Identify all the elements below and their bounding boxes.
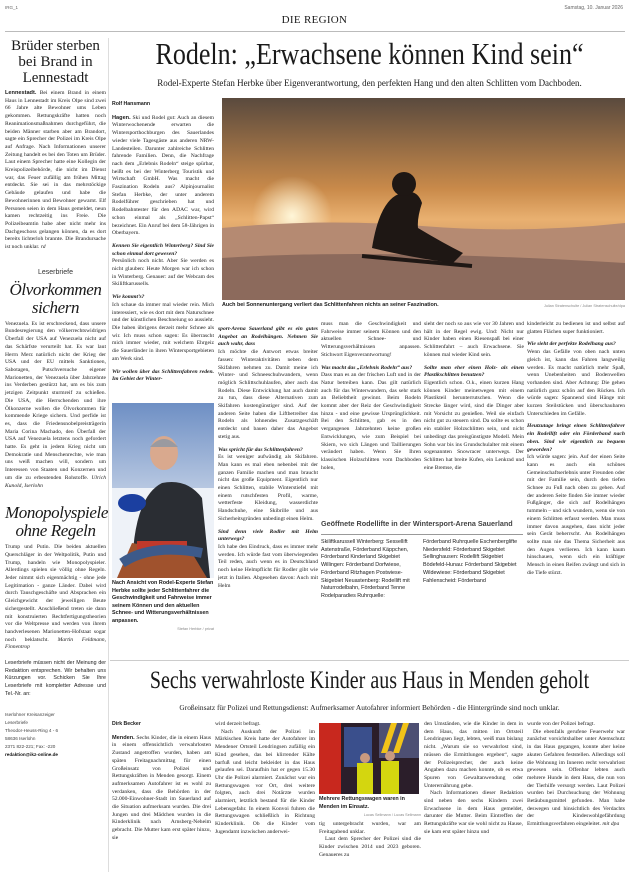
author-signature: rd <box>39 244 46 251</box>
dateline: Lennestadt. <box>5 90 37 96</box>
paragraph-text: wurde von der Polizei befragt. <box>527 721 595 727</box>
paragraph <box>527 721 625 729</box>
rodeln-col-1 <box>112 101 214 401</box>
paragraph-text: Sollte man eher einen Holz- als einen Plastikschlitten benutzen? <box>424 364 524 379</box>
paragraph-text: tig untergebracht wurden, war am Freitagabend unklar. <box>319 821 421 835</box>
address-line: Theodor-Heuss-Ring 4 - 6 <box>5 727 59 733</box>
paragraph <box>424 321 524 360</box>
page-id: IRG_1 <box>5 5 19 10</box>
paragraph <box>112 258 214 289</box>
menden-col-1 <box>112 721 211 872</box>
paragraph <box>112 115 214 238</box>
author-signature: mit dpa <box>600 821 620 828</box>
address-line: 2371 822-221; Fax: -220 <box>5 743 56 749</box>
menden-col-4 <box>424 721 523 872</box>
portrait-photo <box>112 403 214 578</box>
paragraph-text: Dass man es an der frischen Luft und in der Natur betreiben kann. Das gilt natürlich auch für das Winterwandern, das sehr stark an Beliebtheit gewinnt. Beim Rodeln kommt aber der Reiz der Geschwindigkeit hinzu - und eine gewisse Ursprünglichkeit. Bei den Schlitten, gab es in den vergangenen Jahrzehnten keine großen Entwicklungen, wie zum Beispiel bei Skiern, wo sich Längen und Taillierungen verändert haben. Wenn Sie Ihren klassischen Holzschlitten vom Dachboden holen, <box>321 372 421 471</box>
paragraph-text: Rolf Hansmann <box>112 101 151 107</box>
portrait-caption-block <box>112 580 214 631</box>
paragraph-text: Wie kommt’s? <box>112 294 145 301</box>
rodeln-col-4 <box>424 321 524 513</box>
letter2-headline: Monopolyspiele ohne Regeln <box>5 503 108 541</box>
address-line: Leserbriefe <box>5 719 28 725</box>
paragraph-text: Wenn das Gefälle von oben nach unten gleich ist, kann das Fahren langweilig werden. Es macht natürlich mehr Spaß, wenn Unebenheiten und Bodenwellen vorhanden sind. Aber Achtung: Die gehen natürlich ganz schön auf den Rücken. Ich würde sagen: Spannend sind Hänge mit kurzen Steilstücken und überschaubaren Unterschieden im Gefälle. <box>527 349 625 417</box>
dateline: Menden. <box>112 734 135 741</box>
paragraph <box>218 454 318 523</box>
issue-date: Samstag, 10. Januar 2026 <box>564 5 623 11</box>
menden-col-5 <box>527 721 625 872</box>
paragraph-text: Ich habe den Eindruck, dass es immer mehr werden. Ich würde fast vom überwiegenden Teil reden, auch wenn es in Deutschland noch keine Helmpflicht für Rodler gibt wie jetzt in Italien. Abgesehen davon: Auch mit Helm <box>218 543 318 589</box>
menden-col-3 <box>319 821 421 860</box>
interview-question <box>112 243 214 258</box>
menden-lower-block <box>319 796 421 860</box>
paragraph <box>424 721 523 790</box>
paragraph-text: wird derzeit befragt. <box>215 721 261 727</box>
author-signature: Ulrich Kunold, Iserlohn <box>5 474 106 489</box>
interview-question <box>218 326 318 349</box>
paragraph <box>218 349 318 441</box>
paragraph-text: Trump und Putin. Die beiden aktuellen Querschläger in der Weltpolitik, Putin und Trump, handeln wie Monopolyspieler. Allerdings spielen sie völlig ohne Regeln. Jeder nimmt sich eigenmächtig - ohne jede Legitimation - ganze Länder. Dabei wird durch Tauschgeschäfte und Absprachen ein Gleichgewicht der jeweiligen Beute sichergestellt. Anschließend treten sie dann mit konstruierten Rechtfertigungstheorien vor die Weltpresse und werden von ihrem handverlesenen Marionetten-Hofstaat sogar noch beklatscht. <box>5 544 106 643</box>
interview-question <box>527 341 625 349</box>
header-divider <box>5 31 625 32</box>
info-box <box>321 519 523 657</box>
paragraph-text: Ich würde sagen: jein. Auf der einen Seite kann es auch ein schönes Gemeinschaftserlebnis unter Freunden oder mit der Familie sein, durch den tiefen Schnee zu Fuß nach oben zu gehen. Auf der anderen Seite finden Sie immer wieder Fußgänger, die sich auf Rodelhängen tummeln – und sich wundern, wenn sie von einem Schlitten erfasst werden. Man muss immer davon ausgehen, dass nicht jeder sein Gerät beherrscht. An Rodelhängen sollte man nie das Thema Sicherheit aus den Augen verlieren. Ich kann kaum hinschauen, wenn sich ein kräftiger Mensch in einen Reifen zwängt und sich in die Tiefe stürzt. <box>527 454 625 576</box>
sunset-sledding-photo <box>222 98 625 300</box>
letter1-headline: Ölvorkommen sichern <box>9 279 102 317</box>
byline <box>112 101 214 109</box>
menden-photo-credit: Lucas Sellmann / Lucas Sellmann <box>363 813 421 817</box>
rodeln-col-5 <box>527 321 625 659</box>
left-column <box>5 38 106 759</box>
paragraph <box>112 302 214 364</box>
paragraph-text: Sechs Kinder, die in einem Haus in einem offensichtlich verwahrlosten Zustand angetroffen wurden, haben am späten Freitagnachmittag für einen Großeinsatz von Polizei und Rettungskräften in Menden gesorgt. Einem aufmerksamen Autofahrer ist es wohl zu verdanken, dass die Behörden in der 52.000-Einwohner-Stadt im Sauerland auf die Situation aufmerksam wurden. Die drei Jungen und drei Mädchen wurden in die Kinderklinik nach Arnsberg-Neheim gebracht. Die Mutter kam erst später hinzu, sie <box>112 734 211 841</box>
paragraph-text: Es ist weniger aufwändig als Skifahren. Man kann es mal eben nebenbei mit der ganzen Familie machen und man braucht nicht das große Equipment. Eigentlich nur einen Schlitten, stabile Winterstiefel mit einem rutschfesten Profil, warme, wetterfeste Kleidung, wasserdichte Handschuhe, eine Skibrille und aus Sicherheitsgründen unbedingt einen Helm. <box>218 454 318 522</box>
interview-question <box>424 365 524 380</box>
dateline: Hagen. <box>112 114 131 121</box>
paragraph-text: Persönlich noch nicht. Aber Sie werden es nicht glauben: Heute Morgen war ich schon in Winterberg. Genauer: auf der Webcam des Skiliftkarussells. <box>112 258 214 288</box>
paragraph <box>215 721 315 729</box>
paragraph <box>527 454 625 577</box>
paragraph-text: Kennen Sie eigentlich Winterberg? Sind Sie schon einmal dort gewesen? <box>112 242 214 257</box>
paragraph-text: Dirk Becker <box>112 721 141 727</box>
rodeln-photo-credit: Julian Stratenschulte / Julian Stratenschulte/dpa <box>543 304 625 308</box>
letter1-body <box>5 321 106 490</box>
rodeln-subhead: Rodel-Experte Stefan Herbke über Eigenverantwortung, den perfekten Hang und den alten Schlitten vom Dachboden. <box>157 78 582 88</box>
paragraph-text: Nach Informationen dieser Redaktion sind neben den sechs Kindern zwei Erwachsene in dem Haus gemeldet, darunter die Mutter. Beim Eintreffen der Rettungskräfte war sie wohl nicht zu Hause, sie kam erst später hinzu und <box>424 790 523 835</box>
portrait-credit: Stefan Herbke / privat <box>177 627 214 631</box>
section-title: DIE REGION <box>281 14 348 26</box>
paragraph-text: kinderleicht zu bedienen ist und selbst auf glatten Flächen super funktioniert. <box>527 321 625 335</box>
paragraph <box>527 729 625 829</box>
interview-question <box>527 423 625 454</box>
address-line: 58636 Iserlohn <box>5 735 36 741</box>
paragraph-text: muss man die Geschwindigkeit und Fahrweise immer seinem Können und den aktuellen Schnee- und Witterungsverhältnissen anpassen. Stichwort Eigenverantwortung! <box>321 321 421 358</box>
paragraph-text: Die ebenfalls gerufene Feuerwehr war zunächst vorsichtshalber unter Atemschutz in das Haus gegangen, konnte aber keine akuten Gefahren feststellen. Allerdings soll die Wohnung im Inneren recht verwahrlost gewesen sein. Offenbar lebten auch mehrere Hunde in dem Haus, die nun von der Tierhilfe versorgt werden. Laut Polizei wurden bei Durchsuchung der Wohnung Betäubungsmittel gefunden. Man habe deswegen und hinsichtlich des Verdachts der Kindeswohlgefährdung Ermittlungsverfahren eingeleitet. <box>527 728 625 828</box>
menden-photo-caption: Mehrere Rettungswagen waren in Menden im Einsatz. <box>319 796 405 810</box>
paragraph <box>527 349 625 418</box>
column-divider <box>108 38 109 872</box>
letter2-body <box>5 544 106 652</box>
email-link[interactable]: redaktion@ikz-online.de <box>5 751 58 757</box>
brand-article-body <box>5 90 106 252</box>
interview-question <box>218 529 318 544</box>
paragraph <box>215 729 315 837</box>
menden-col-2 <box>215 721 315 872</box>
paragraph-text: Ski und Rodel gut: Auch an diesem Winterwochenende erwarten die Wintersporthochburgen des Sauerlandes wieder viele Tagesgäste aus anderen NRW-Landesteilen. Darunter zahlreiche Schlitten fahrende Familien. Denn, die Nachfrage nach dem „Erlebnis Rodeln“ steige spürbar, heißt es bei der Winterberg Touristik und Wirtschaft GmbH. Was macht die Faszination Rodeln aus? Alpinjournalist Stefan Herbke, der unter anderem Rodelführer geschrieben hat und Rodelbahntester für den ADAC war, wird schon einmal als „Schlitten-Papst“ bezeichnet. Ein Anruf bei dem 58-Jährigen in Oberbayern. <box>112 114 214 237</box>
paragraph-text: Wie sieht der perfekte Rodelhang aus? <box>527 341 616 348</box>
rodeln-col-2 <box>218 321 318 659</box>
paragraph <box>424 380 524 472</box>
paragraph-text: sport-Arena Sauerland gibt es ein gutes Angebot an Rodelhängen. Nehmen Sie auch wahr, dass <box>218 326 318 348</box>
paragraph <box>112 735 211 843</box>
paragraph <box>321 321 421 360</box>
paragraph-text: Heutzutage bringt einen Schlittenfahrer ein Rodellift oder ein Förderband nach oben. Sind wir eigentlich zu bequem geworden? <box>527 423 625 453</box>
menden-subhead: Großeinsatz für Polizei und Rettungsdienst: Aufmerksamer Autofahrer informiert Behörden - die Hintergründe sind noch unklar. <box>179 703 560 712</box>
paragraph-text: Ich schaue da immer mal wieder rein. Mich interessiert, wie es dort mit dem Naturschnee und der künstlichen Beschneiung so aussieht. Die haben übrigens derzeit mehr Schnee als wir. Ich muss schon sagen: Es überrascht mich immer wieder, mit welchem Ehrgeiz die Sauerländer in ihren Wintersportgebieten am Werk sind. <box>112 301 214 362</box>
rodeln-photo-caption: Auch bei Sonnenuntergang verliert das Schlittenfahren nichts an seiner Faszination. <box>222 302 439 308</box>
paragraph-text: Eigentlich schon. O.k., einen kurzen Hang können Kinder meinetwegen mit einem Plastikteil herunterrutschen. Wenn die Strecke länger wird, sind die Dinger aber mit Vorsicht zu genießen. Weil sie einfach nicht gut zu steuern sind. Da sollte es schon ein stabiler Holzschlitten sein, und nicht unbedingt das preisgünstigste Modell. Mein Sohn war bis ins Grundschulalter mit einem sogenannten Snowracer unterwegs. Der Schlitten hat breite Kufen, ein Lenkrad und eine Bremse, die <box>424 379 524 471</box>
paragraph <box>5 544 106 652</box>
menden-headline: Sechs verwahrloste Kinder aus Haus in Menden geholt <box>149 667 590 694</box>
rodeln-headline: Rodeln: „Erwachsene können Kind sein“ <box>155 36 584 71</box>
paragraph-text: Was macht das „Erlebnis Rodeln“ aus? <box>321 364 413 371</box>
interview-question <box>112 369 214 384</box>
paragraph-text: den Umständen, wie die Kinder in dem in dem Haus, das mitten im Ortsteil Lendringsen liegt, lebten, weiß man bislang nicht. „Warum sie so verwahrlost sind, müssen die Ermittlungen ergeben“, sagte der Polizeisprecher, der auch keine Angaben dazu machen konnte, ob es etwa Spuren von Gewaltanwendung oder Unterernährung gebe. <box>424 721 523 789</box>
interview-question <box>112 294 214 302</box>
byline <box>112 721 211 729</box>
portrait-caption: Nach Ansicht von Rodel-Experte Stefan Herbke sollte jeder Schlittenfahrer die Geschwindigkeit und Fahrweise immer seinem Können und den aktuellen Schnee- und Witterungsverhältnissen anpassen. <box>112 580 214 624</box>
letters-label: Leserbriefe <box>37 268 74 276</box>
rodeln-col-3 <box>321 321 421 513</box>
paragraph-text: Sind denn viele Rodler mit Helm unterwegs? <box>218 528 318 543</box>
paragraph-text: Wir wollen über das Schlittenfahren reden. Im Gebiet der Winter- <box>112 368 214 383</box>
brand-headline: Brüder sterben bei Brand in Lennestadt <box>11 38 100 86</box>
paragraph-text: Ich möchte die Antwort etwas breiter fassen: Winteraktivitäten neben dem Skifahren nehmen zu. Damit meine ich Winter- und Schneeschuhwandern, wenn möglich Schlittschuhlaufen, aber auch das Rodeln. Diese Entwicklung hat auch damit zu tun, dass diese Alternativen zum Skifahren kostengünstiger sind. Auf der anderen Seite haben die Liftbetreiber das Rodeln als lohnendes Zusatzgeschäft entdeckt und bauen daher das Angebot stetig aus. <box>218 349 318 440</box>
letters-address <box>5 711 106 759</box>
paragraph-text: Venezuela. Es ist erschreckend, dass unsere Bundesregierung den völkerrechtswidrigen Überfall der USA auf Venezuela nicht auf das Schärfste verurteilt hat. Es war laut Herrn Merz natürlich nicht der Krieg der USA und der EU mittels Sanktionen, Sabotagen, Putschversuche eigener Marionetten, der Venezuela über Jahrzehnte ins Verderben gestürzt hat, um es bis zum jetzigen Zeitpunkt sturmreif zu schießen. Die USA, die Herrschenden und ihre Ölkonzerne wollen die Ölvorkommen für kommende Kriege sichern. Und perfide ist es, dass die Friedensnobelpreisträgerin Maria Corina Machado, den Überfall der USA auf Venezuela letztens noch gefordert hatte. Es geht in jedem Krieg nicht um Demokratie und Menschenrechte, wie man uns weiß machen will, sondern um Interessen von Staaten und Konzernen und um die zu erbeutenden Rohstoffe. <box>5 320 106 481</box>
paragraph-text: Laut dem Sprecher der Polizei sind die Kinder zwischen 2014 und 2023 geboren. Genaueres zu <box>319 836 421 858</box>
info-box-list-a: Skiliftkarussell Winterberg: Sessellift Astenstraße, Förderband Käppchen, Förderband Kinderland Skigebiet Willingen: Förderband Dorfwiese, Förderband Ritzhagen Postwiese-Skigebiet Neuastenberg: Rodellift mit Naturrodelbahn, Förderband Tenne Rodelparadies Ruhrquelle: <box>321 539 410 599</box>
paragraph <box>319 836 421 859</box>
paragraph <box>5 321 106 490</box>
article-divider <box>110 660 629 661</box>
paragraph <box>527 321 625 336</box>
author-signature: Martin Feldmann, Finnentrop <box>5 636 106 651</box>
info-box-title: Geöffnete Rodellifte in der Wintersport-Arena Sauerland <box>321 519 513 528</box>
paragraph <box>218 544 318 590</box>
paragraph-text: Bei einem Brand in einem Haus in Lennestadt im Kreis Olpe sind zwei 66 Jahre alte Bewohner ums Leben gekommen. Rettungskräfte hatten noch Reanimationsmaßnahmen durchgeführt, die beiden Männer starben aber am Brandort, sagte ein Sprecher der Polizei im Kreis Olpe auf Anfrage. Nach Informationen unserer Zeitung handelt es bei den Toten um Brüder. Laut einem Sprecher hatte eine Kollegin der Kreispolizeibehörde, die nicht im Dienst war, das Feuer zufällig am frühen Mittag entdeckt. Sie sei in das mehrstöckige Gebäude gelaufen und habe die Bewohnerinnen und Bewohner gewarnt. Elf Personen seien in dem Haus gemeldet, neun kamen rechtzeitig ins Freie. Die Polizeibeamtin habe aber nicht mehr ins Dachgeschoss gelangen können, da es dort bereits lichterloh brannte. Die Brandursache ist noch unklar. <box>5 90 106 251</box>
paragraph <box>321 372 421 472</box>
paragraph-text: sieht der noch so aus wie vor 30 Jahren und hält in der Regel ewig. Und: Nicht nur Kinder haben einen Riesenspaß bei einer Schlittenfahrt – auch Erwachsene. Sie können mal wieder Kind sein. <box>424 321 524 358</box>
paragraph <box>5 90 106 252</box>
paragraph <box>319 821 421 836</box>
paragraph <box>424 790 523 836</box>
paragraph-text: Was spricht für das Schlittenfahren? <box>218 446 303 453</box>
address-line: Iserlohner Kreisanzeiger <box>5 711 55 717</box>
letters-note: Leserbriefe müssen nicht der Meinung der Redaktion entsprechen. Wir behalten uns Kürzungen vor. Schicken Sie Ihre Leserbriefe mit kompletter Adresse und Tel.-Nr. an: <box>5 660 106 697</box>
ambulance-photo <box>319 723 419 794</box>
info-box-list-b: Förderband Ruhrquelle Eschenberglifte Niedersfeld: Förderband Skigebiet Sellinghausen: Rodellift Skigebiet Bödefeld-Hunau: Förderband Skigebiet Wildewiese: Förderband Skigebiet Fahlenscheid: Förderband <box>423 539 518 584</box>
paragraph-text: Nach Auskunft der Polizei im Märkischen Kreis hatte der Autofahrer im Mendener Ortsteil Lendringsen zufällig ein Kind gesehen, das bei klirrender Kälte barfuß und leicht bekleidet in das Haus gelaufen sei. Daraufhin hat er gegen 15.30 Uhr die Polizei alarmiert. Zunächst war ein Rettungswagen vor Ort, drei weitere folgten, auch drei Notärzte wurden alarmiert, letztlich bestand für die Kinder Lebensgefahr. In einem Konvoi fuhren die Rettungswagen schließlich in Richtung Kinderklinik. Ob die Kinder vom Jugendamt inzwischen anderwei- <box>215 728 315 835</box>
